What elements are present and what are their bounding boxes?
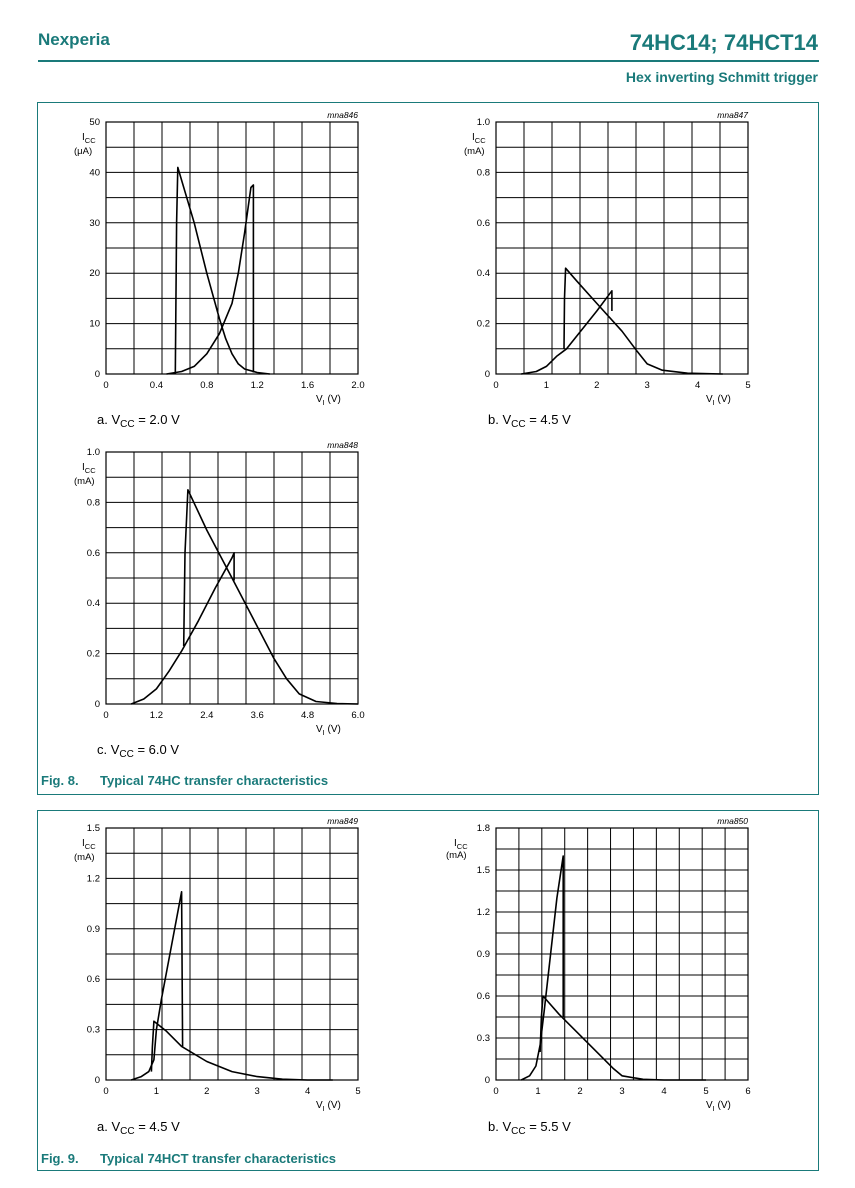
y-axis-label [82, 838, 96, 851]
x-tick-label: 6.0 [351, 710, 365, 721]
y-tick-label: 30 [89, 217, 100, 229]
y-tick-label: 0.6 [86, 974, 100, 986]
x-axis-label [316, 724, 341, 737]
chart-caption [97, 412, 180, 430]
chart-mna850 [426, 810, 798, 1152]
y-tick-label: 0 [94, 369, 100, 380]
caption-value: = 2.0 V [134, 412, 180, 427]
y-tick-label: 0.9 [86, 923, 100, 935]
y-axis-unit: (μA) [74, 146, 93, 157]
y-tick-label: 0.4 [86, 598, 100, 610]
plot-area [496, 122, 748, 374]
caption-prefix: b. V [488, 1119, 512, 1134]
y-axis-subscript: CC [474, 136, 486, 145]
x-axis-label [316, 1100, 341, 1113]
y-tick-label: 0.8 [86, 497, 100, 509]
x-tick-label: 3.6 [250, 710, 264, 721]
caption-subscript: CC [511, 1126, 526, 1137]
x-tick-label: 0 [493, 380, 499, 391]
y-tick-label: 0.8 [476, 167, 490, 179]
figure-8-number: Fig. 8. [41, 773, 79, 788]
y-tick-label: 50 [89, 117, 100, 128]
x-axis-subscript: I [712, 1104, 715, 1113]
series-line-rising [521, 291, 612, 374]
y-tick-label: 1.0 [476, 117, 490, 128]
y-tick-label: 0 [94, 1075, 100, 1086]
x-tick-label: 1 [153, 1086, 160, 1097]
y-tick-label: 0.6 [476, 991, 490, 1002]
y-axis-symbol: I [82, 838, 85, 849]
x-tick-label: 1 [543, 380, 550, 391]
x-tick-label: 5 [703, 1086, 709, 1097]
figure-code: mna848 [327, 440, 358, 450]
caption-prefix: a. V [97, 1119, 121, 1134]
x-axis-unit: (V) [324, 394, 341, 405]
x-tick-label: 1.2 [149, 710, 164, 721]
plot-area [496, 828, 748, 1080]
x-axis-label [706, 1100, 731, 1113]
x-axis-subscript: I [322, 1104, 325, 1113]
x-axis-symbol: V [316, 724, 323, 735]
x-tick-label: 4 [304, 1086, 311, 1097]
x-tick-label: 2 [577, 1086, 583, 1097]
y-axis-unit: (mA) [74, 476, 95, 487]
x-tick-label: 3 [644, 380, 650, 391]
y-axis-subscript: CC [456, 842, 468, 851]
x-tick-label: 4 [661, 1086, 667, 1097]
x-axis-symbol: V [316, 1100, 323, 1111]
y-tick-label: 0.6 [476, 217, 490, 229]
header-divider [38, 60, 819, 62]
y-axis-symbol: I [472, 132, 475, 143]
series-line-falling [175, 167, 269, 374]
x-axis-unit: (V) [324, 1100, 341, 1111]
y-tick-label: 0.9 [476, 949, 490, 960]
y-axis-symbol: I [454, 838, 457, 849]
x-tick-label: 2.4 [200, 710, 214, 721]
x-tick-label: 1.6 [300, 380, 315, 391]
y-tick-label: 0.2 [86, 648, 100, 660]
caption-prefix: a. V [97, 412, 121, 427]
caption-subscript: CC [119, 749, 134, 760]
y-tick-label: 0 [94, 699, 100, 710]
x-tick-label: 3 [619, 1086, 625, 1097]
caption-value: = 4.5 V [525, 412, 571, 427]
x-axis-label [316, 394, 341, 407]
x-axis-subscript: I [322, 398, 325, 407]
caption-prefix: c. V [97, 742, 120, 757]
y-tick-label: 1.2 [86, 873, 100, 885]
figure-code: mna850 [717, 816, 748, 826]
x-tick-label: 4.8 [300, 710, 315, 721]
y-tick-label: 0.3 [86, 1024, 100, 1036]
series-line-rising [131, 892, 182, 1080]
y-tick-label: 1.5 [86, 823, 100, 834]
figure-code: mna847 [717, 110, 748, 120]
chart-caption [97, 1119, 180, 1137]
x-tick-label: 3 [254, 1086, 260, 1097]
y-tick-label: 20 [89, 268, 100, 280]
x-tick-label: 4 [694, 380, 701, 391]
figure-9-number: Fig. 9. [41, 1151, 79, 1166]
x-tick-label: 1 [535, 1086, 541, 1097]
caption-prefix: b. V [488, 412, 512, 427]
caption-value: = 5.5 V [525, 1119, 571, 1134]
y-tick-label: 40 [89, 167, 100, 179]
chart-mna846 [36, 104, 408, 446]
y-tick-label: 0 [484, 1075, 490, 1086]
x-axis-subscript: I [712, 398, 715, 407]
y-axis-subscript: CC [84, 466, 96, 475]
figure-9-caption [41, 1151, 336, 1166]
y-axis-symbol: I [82, 132, 85, 143]
part-number: 74HC14; 74HCT14 [629, 30, 818, 55]
caption-value: = 4.5 V [134, 1119, 180, 1134]
x-axis-label [706, 394, 731, 407]
document-subtitle: Hex inverting Schmitt trigger [625, 69, 818, 85]
figure-9-title: Typical 74HCT transfer characteristics [100, 1151, 337, 1166]
x-axis-symbol: V [706, 394, 713, 405]
x-axis-subscript: I [322, 728, 325, 737]
x-tick-label: 5 [355, 1086, 361, 1097]
chart-mna849 [36, 810, 408, 1152]
x-axis-symbol: V [706, 1100, 713, 1111]
y-tick-label: 0 [484, 369, 490, 380]
company-name: Nexperia [38, 30, 110, 49]
x-tick-label: 0 [493, 1086, 499, 1097]
figure-code: mna846 [327, 110, 358, 120]
x-tick-label: 2 [594, 380, 600, 391]
y-axis-label [82, 462, 96, 475]
y-tick-label: 1.0 [86, 447, 100, 458]
x-tick-label: 1.2 [250, 380, 264, 391]
x-tick-label: 2.0 [351, 380, 365, 391]
caption-subscript: CC [120, 1126, 135, 1137]
x-tick-label: 0.4 [149, 380, 164, 391]
y-axis-subscript: CC [84, 842, 96, 851]
caption-value: = 6.0 V [133, 742, 180, 757]
x-axis-unit: (V) [714, 1100, 731, 1111]
x-tick-label: 5 [745, 380, 751, 391]
x-tick-label: 0.8 [200, 380, 214, 391]
figure-8-title: Typical 74HC transfer characteristics [100, 773, 329, 788]
y-axis-unit: (mA) [74, 852, 95, 863]
y-axis-unit: (mA) [464, 146, 485, 157]
chart-caption [97, 742, 179, 760]
y-tick-label: 0.2 [476, 318, 490, 330]
y-axis-label [472, 132, 486, 145]
chart-caption [488, 412, 571, 430]
x-tick-label: 0 [103, 1086, 109, 1097]
x-axis-symbol: V [316, 394, 323, 405]
chart-caption [488, 1119, 571, 1137]
chart-mna847 [426, 104, 798, 446]
caption-subscript: CC [120, 419, 135, 430]
x-axis-unit: (V) [324, 724, 341, 735]
figure-code: mna849 [327, 816, 358, 826]
y-tick-label: 0.3 [476, 1033, 490, 1044]
y-axis-symbol: I [82, 462, 85, 473]
series-line-rising [167, 185, 254, 374]
y-tick-label: 0.4 [476, 268, 490, 280]
x-tick-label: 0 [103, 380, 109, 391]
plot-area [106, 828, 358, 1080]
plot-area [106, 122, 358, 374]
caption-subscript: CC [511, 419, 526, 430]
y-tick-label: 10 [89, 318, 100, 330]
y-tick-label: 1.5 [476, 865, 490, 876]
x-tick-label: 6 [745, 1086, 751, 1097]
y-axis-unit: (mA) [446, 850, 467, 861]
y-axis-subscript: CC [84, 136, 96, 145]
y-axis-label [82, 132, 96, 145]
y-tick-label: 1.8 [476, 823, 490, 834]
x-tick-label: 0 [103, 710, 109, 721]
y-tick-label: 1.2 [476, 907, 490, 918]
chart-mna848 [36, 434, 408, 776]
y-tick-label: 0.6 [86, 547, 100, 559]
x-tick-label: 2 [204, 1086, 210, 1097]
x-axis-unit: (V) [714, 394, 731, 405]
